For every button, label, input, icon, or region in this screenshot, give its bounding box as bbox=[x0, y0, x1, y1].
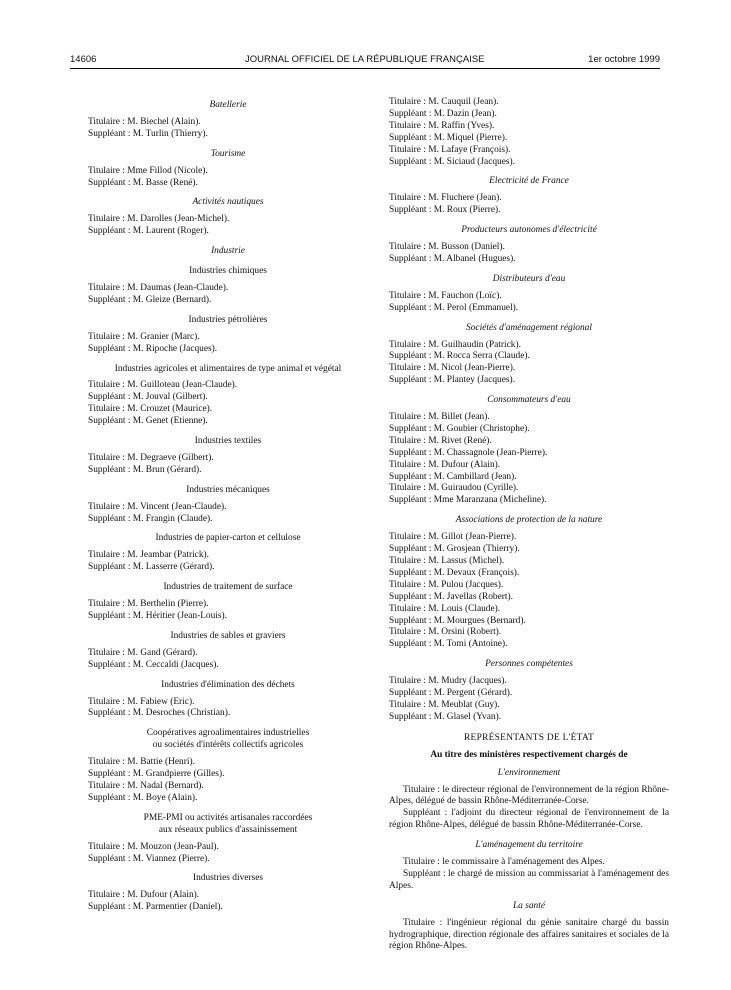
member-line: Titulaire : M. Cauquil (Jean). bbox=[389, 97, 499, 107]
section-heading: REPRÉSENTANTS DE L'ÉTAT bbox=[464, 732, 594, 743]
member-line: Titulaire : M. Orsini (Robert). bbox=[389, 627, 502, 638]
subsection-heading: ou sociétés d'intérêts collectifs agricoles bbox=[152, 740, 304, 751]
member-line: Titulaire : M. Gillot (Jean-Pierre). bbox=[389, 532, 517, 543]
section-heading: Industrie bbox=[211, 246, 245, 257]
section-subheading: Au titre des ministères respectivement chargés de bbox=[430, 749, 628, 760]
member-line: Suppléant : M. Pergent (Gérard). bbox=[389, 688, 513, 699]
right-column bbox=[389, 97, 669, 953]
member-line: Suppléant : M. Cambillard (Jean). bbox=[389, 471, 517, 482]
subsection-heading: Coopératives agroalimentaires industrielles bbox=[146, 728, 310, 739]
member-line: Titulaire : M. Raffin (Yves). bbox=[389, 120, 495, 131]
member-line: Suppléant : M. Jouval (Gilbert). bbox=[88, 392, 208, 403]
section-amenagement-regional bbox=[389, 323, 669, 388]
member-line: Suppléant : M. Rocca Serra (Claude). bbox=[389, 351, 530, 362]
member-line: Titulaire : M. Guilhaudin (Patrick). bbox=[389, 339, 521, 350]
section-heading: Sociétés d'aménagement régional bbox=[466, 322, 592, 333]
member-line: Titulaire : M. Rivet (René). bbox=[389, 435, 492, 446]
member-line: Suppléant : M. Desroches (Christian). bbox=[88, 708, 231, 719]
member-line: Titulaire : M. Darolles (Jean-Michel). bbox=[88, 214, 230, 225]
section-industries-textiles bbox=[88, 436, 368, 477]
member-line: Titulaire : M. Meublat (Guy). bbox=[389, 699, 500, 710]
section-activites-nautiques bbox=[88, 197, 368, 238]
member-line: Suppléant : M. Boye (Alain). bbox=[88, 792, 198, 803]
section-representants-etat bbox=[389, 733, 669, 762]
member-line: Titulaire : M. Mouzon (Jean-Paul). bbox=[88, 841, 219, 852]
subsection-heading: Industries chimiques bbox=[189, 266, 267, 277]
member-line: Suppléant : Mme Maranzana (Micheline). bbox=[389, 495, 547, 506]
subsection-heading: Industries textiles bbox=[194, 436, 262, 447]
member-line: Suppléant : M. Devaux (François). bbox=[389, 567, 520, 578]
member-line: Titulaire : M. Mudry (Jacques). bbox=[389, 676, 507, 687]
member-line: Suppléant : M. Genet (Etienne). bbox=[88, 416, 208, 427]
subsection-heading: Industries mécaniques bbox=[186, 484, 270, 495]
subsection-heading: Industries de sables et graviers bbox=[170, 630, 286, 641]
publication-date: 1er octobre 1999 bbox=[588, 54, 660, 65]
member-line: Titulaire : M. Guilloteau (Jean-Claude). bbox=[88, 380, 238, 391]
header-rule bbox=[70, 68, 660, 69]
member-line: Suppléant : M. Laurent (Roger). bbox=[88, 226, 209, 237]
section-protection-nature bbox=[389, 515, 669, 651]
paragraph: Titulaire : le commissaire à l'aménagement des Alpes. bbox=[403, 857, 605, 868]
member-line: Suppléant : M. Frangin (Claude). bbox=[88, 513, 213, 524]
member-line: Suppléant : M. Basse (René). bbox=[88, 177, 198, 188]
paragraph: Suppléant : l'adjoint du directeur régional de l'environnement de la région Rhône-Alpes, délégué de bassin Rhône-Méditerranée-Corse. bbox=[389, 808, 669, 831]
subsection-heading: Industries de papier-carton et cellulose bbox=[155, 533, 301, 544]
member-line: Suppléant : M. Goubier (Christophe). bbox=[389, 423, 530, 434]
journal-title: JOURNAL OFFICIEL DE LA RÉPUBLIQUE FRANÇAISE bbox=[245, 54, 485, 65]
member-line: Suppléant : M. Tomi (Antoine). bbox=[389, 639, 508, 650]
member-line: Titulaire : M. Guiraudou (Cyrille). bbox=[389, 483, 519, 494]
member-line: Suppléant : M. Roux (Pierre). bbox=[389, 205, 501, 216]
section-industries-chimiques bbox=[88, 266, 368, 307]
section-industries-petrolieres bbox=[88, 315, 368, 356]
member-line: Titulaire : M. Gand (Gérard). bbox=[88, 647, 198, 658]
member-line: Suppléant : M. Grandpierre (Gilles). bbox=[88, 769, 225, 780]
subsection-heading: Industries pétrolières bbox=[188, 314, 268, 325]
member-line: Suppléant : M. Turlin (Thierry). bbox=[88, 128, 208, 139]
section-heading: L'environnement bbox=[497, 767, 561, 778]
section-industries-papier bbox=[88, 533, 368, 574]
member-line: Suppléant : M. Perol (Emmanuel). bbox=[389, 302, 519, 313]
section-heading: Electricité de France bbox=[489, 176, 569, 187]
section-heading: Producteurs autonomes d'électricité bbox=[461, 225, 597, 236]
section-industries-mecaniques bbox=[88, 485, 368, 526]
section-industries-diverses bbox=[88, 873, 368, 914]
paragraph: Suppléant : le chargé de mission au commissariat à l'aménagement des Alpes. bbox=[389, 868, 669, 891]
subsection-heading: aux réseaux publics d'assainissement bbox=[158, 824, 298, 835]
subsection-heading: Industries diverses bbox=[192, 873, 264, 884]
member-line: Suppléant : M. Ripoche (Jacques). bbox=[88, 343, 218, 354]
section-batellerie bbox=[88, 100, 368, 141]
page-number: 14606 bbox=[70, 54, 97, 65]
member-line: Titulaire : M. Busson (Daniel). bbox=[389, 242, 505, 253]
section-heading: Distributeurs d'eau bbox=[492, 273, 566, 284]
subsection-heading: PME-PMI ou activités artisanales raccordées bbox=[143, 812, 313, 823]
section-amenagement-territoire bbox=[389, 840, 669, 893]
paragraph: Titulaire : le directeur régional de l'environnement de la région Rhône-Alpes, délégué de bassin Rhône-Méditerranée-Corse. bbox=[389, 784, 669, 807]
section-industrie bbox=[88, 246, 368, 258]
member-line: Titulaire : M. Nadal (Bernard). bbox=[88, 780, 204, 791]
member-line: Suppléant : M. Parmentier (Daniel). bbox=[88, 902, 223, 913]
member-line: Suppléant : M. Lasserre (Gérard). bbox=[88, 562, 215, 573]
section-pme-pmi bbox=[88, 813, 368, 866]
section-industries-dechets bbox=[88, 680, 368, 721]
member-line: Suppléant : M. Javellas (Robert). bbox=[389, 591, 513, 602]
section-heading: Batellerie bbox=[209, 100, 247, 110]
subsection-heading: Industries agricoles et alimentaires de type animal et végétal bbox=[114, 363, 342, 374]
member-line: Suppléant : M. Siciaud (Jacques). bbox=[389, 156, 516, 167]
member-line: Titulaire : M. Vincent (Jean-Claude). bbox=[88, 501, 227, 512]
member-line: Titulaire : M. Lafaye (François). bbox=[389, 144, 511, 155]
section-environnement bbox=[389, 768, 669, 833]
section-cooperatives bbox=[88, 728, 368, 804]
section-heading: Activités nautiques bbox=[192, 197, 264, 208]
member-line: Titulaire : M. Fluchere (Jean). bbox=[389, 193, 502, 204]
member-line: Suppléant : M. Viannez (Pierre). bbox=[88, 853, 210, 864]
section-heading: Consommateurs d'eau bbox=[487, 395, 571, 406]
member-line: Suppléant : M. Plantey (Jacques). bbox=[389, 375, 516, 386]
left-column bbox=[88, 90, 368, 914]
member-line: Suppléant : M. Albanel (Hugues). bbox=[389, 253, 516, 264]
member-line: Titulaire : M. Pulou (Jacques). bbox=[389, 579, 504, 590]
member-line: Suppléant : M. Brun (Gérard). bbox=[88, 464, 202, 475]
member-line: Titulaire : M. Dufour (Alain). bbox=[88, 890, 200, 901]
member-line: Titulaire : M. Dufour (Alain). bbox=[389, 459, 501, 470]
section-heading: L'aménagement du territoire bbox=[475, 840, 583, 851]
member-line: Titulaire : M. Battie (Henri). bbox=[88, 757, 195, 768]
member-line: Titulaire : M. Biechel (Alain). bbox=[88, 116, 201, 127]
section-sante bbox=[389, 901, 669, 954]
subsection-heading: Industries d'élimination des déchets bbox=[161, 679, 295, 690]
section-consommateurs-eau bbox=[389, 395, 669, 507]
section-tourisme bbox=[88, 149, 368, 190]
member-line: Titulaire : M. Crouzet (Maurice). bbox=[88, 404, 213, 415]
section-distributeurs-eau bbox=[389, 274, 669, 315]
member-line: Suppléant : M. Dazin (Jean). bbox=[389, 108, 497, 119]
section-industries-sables bbox=[88, 631, 368, 672]
section-heading: Personnes compétentes bbox=[485, 659, 573, 670]
section-heading: Tourisme bbox=[210, 148, 246, 159]
member-line: Titulaire : M. Granier (Marc). bbox=[88, 331, 200, 342]
section-personnes-competentes bbox=[389, 659, 669, 724]
member-line: Titulaire : M. Berthelin (Pierre). bbox=[88, 599, 209, 610]
section-heading: Associations de protection de la nature bbox=[455, 515, 603, 526]
member-line: Titulaire : M. Jeambar (Patrick). bbox=[88, 550, 209, 561]
member-line: Suppléant : M. Miquel (Pierre). bbox=[389, 132, 508, 143]
section-industries-agricoles bbox=[88, 364, 368, 429]
paragraph: Titulaire : l'ingénieur régional du génie sanitaire chargé du bassin hydrographique, direction régionale des affaires sanitaires et sociales de la région Rhône-Alpes. bbox=[389, 917, 669, 952]
member-line: Suppléant : M. Ceccaldi (Jacques). bbox=[88, 659, 219, 670]
member-line: Titulaire : M. Fauchon (Loïc). bbox=[389, 290, 502, 301]
section-industries-surface bbox=[88, 582, 368, 623]
member-line: Suppléant : M. Glasel (Yvan). bbox=[389, 711, 502, 722]
section-heading: La santé bbox=[512, 900, 546, 911]
member-line: Suppléant : M. Grosjean (Thierry). bbox=[389, 544, 520, 555]
member-line: Titulaire : M. Billet (Jean). bbox=[389, 412, 490, 423]
member-line: Suppléant : M. Mourgues (Bernard). bbox=[389, 615, 526, 626]
member-line: Titulaire : M. Daumas (Jean-Claude). bbox=[88, 282, 229, 293]
subsection-heading: Industries de traitement de surface bbox=[163, 582, 293, 593]
section-electricite-de-france bbox=[389, 176, 669, 217]
member-line: Titulaire : M. Fabiew (Eric). bbox=[88, 696, 195, 707]
member-line: Titulaire : M. Lassus (Michel). bbox=[389, 556, 505, 566]
member-line: Suppléant : M. Gleize (Bernard). bbox=[88, 294, 212, 305]
section-producteurs-autonomes bbox=[389, 225, 669, 266]
section-continued-members bbox=[389, 97, 669, 168]
member-line: Suppléant : M. Chassagnole (Jean-Pierre). bbox=[389, 447, 548, 458]
member-line: Titulaire : Mme Fillod (Nicole). bbox=[88, 165, 208, 176]
member-line: Titulaire : M. Degraeve (Gilbert). bbox=[88, 452, 214, 463]
member-line: Titulaire : M. Louis (Claude). bbox=[389, 603, 501, 614]
member-line: Titulaire : M. Nicol (Jean-Pierre). bbox=[389, 363, 516, 374]
member-line: Suppléant : M. Héritier (Jean-Louis). bbox=[88, 611, 228, 621]
